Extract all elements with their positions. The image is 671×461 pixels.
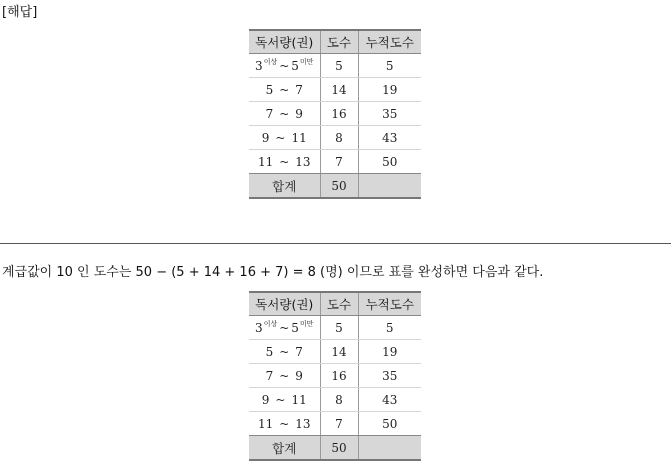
range-to-note: 미만 <box>299 319 314 328</box>
range-from: 11 <box>257 154 274 169</box>
range-to: 5 <box>291 58 299 73</box>
total-label: 합계 <box>249 174 320 199</box>
range-to: 11 <box>291 392 307 407</box>
total-frequency: 50 <box>320 174 358 199</box>
range-to: 13 <box>295 154 311 169</box>
range-to: 9 <box>295 368 303 383</box>
range-from-note: 이상 <box>263 319 278 328</box>
table-row <box>249 126 421 150</box>
range-from: 5 <box>265 82 274 97</box>
range-tilde: ~ <box>279 58 290 73</box>
class-interval-cell <box>249 388 320 412</box>
header-frequency: 도수 <box>320 292 358 316</box>
total-row <box>249 436 421 461</box>
range-from: 5 <box>265 344 274 359</box>
table-row <box>249 54 421 78</box>
range-to: 11 <box>291 130 307 145</box>
explanation-sentence: 계급값이 10 인 도수는 50 − (5 + 14 + 16 + 7) = 8 (명) 이므로 표를 완성하면 다음과 같다. <box>2 265 544 280</box>
cumulative-cell: 50 <box>358 150 421 174</box>
table-header-row <box>249 30 421 54</box>
range-tilde: ~ <box>279 82 290 97</box>
range-from: 9 <box>261 392 270 407</box>
class-interval-cell <box>249 412 320 436</box>
total-cumulative <box>358 436 421 461</box>
table-row <box>249 340 421 364</box>
cumulative-cell: 19 <box>358 340 421 364</box>
total-cumulative <box>358 174 421 199</box>
table-row <box>249 102 421 126</box>
table-row <box>249 364 421 388</box>
class-interval-cell <box>249 340 320 364</box>
header-reading-amount: 독서량(권) <box>249 292 320 316</box>
frequency-cell: 5 <box>320 316 358 340</box>
class-interval-cell <box>249 126 320 150</box>
cumulative-cell: 5 <box>358 316 421 340</box>
table-row <box>249 78 421 102</box>
cumulative-cell: 43 <box>358 388 421 412</box>
header-reading-amount: 독서량(권) <box>249 30 320 54</box>
cumulative-cell: 35 <box>358 102 421 126</box>
range-to: 13 <box>295 416 311 431</box>
range-to: 7 <box>295 82 303 97</box>
range-tilde: ~ <box>279 368 290 383</box>
range-tilde: ~ <box>279 320 290 335</box>
class-interval-cell <box>249 150 320 174</box>
class-interval-cell <box>249 78 320 102</box>
range-tilde: ~ <box>279 344 290 359</box>
frequency-cell: 16 <box>320 102 358 126</box>
range-to: 9 <box>295 106 303 121</box>
frequency-cell: 14 <box>320 340 358 364</box>
table-header-row <box>249 292 421 316</box>
header-cumulative-frequency: 누적도수 <box>358 292 421 316</box>
class-interval-cell <box>249 364 320 388</box>
table-row <box>249 150 421 174</box>
frequency-cell: 5 <box>320 54 358 78</box>
class-interval-cell <box>249 316 320 340</box>
range-from: 3 <box>255 320 263 335</box>
range-tilde: ~ <box>279 106 290 121</box>
range-from-note: 이상 <box>263 57 278 66</box>
range-tilde: ~ <box>279 416 290 431</box>
cumulative-cell: 5 <box>358 54 421 78</box>
table-row <box>249 316 421 340</box>
frequency-table-completed <box>249 291 421 461</box>
range-tilde: ~ <box>279 154 290 169</box>
range-from: 11 <box>257 416 274 431</box>
range-tilde: ~ <box>275 392 286 407</box>
frequency-cell: 8 <box>320 388 358 412</box>
frequency-cell: 7 <box>320 412 358 436</box>
range-from: 7 <box>265 368 274 383</box>
header-frequency: 도수 <box>320 30 358 54</box>
cumulative-cell: 43 <box>358 126 421 150</box>
frequency-cell: 7 <box>320 150 358 174</box>
table-row <box>249 412 421 436</box>
header-cumulative-frequency: 누적도수 <box>358 30 421 54</box>
answer-label: [해답] <box>2 5 38 20</box>
cumulative-cell: 35 <box>358 364 421 388</box>
cumulative-cell: 50 <box>358 412 421 436</box>
cumulative-cell: 19 <box>358 78 421 102</box>
range-to: 7 <box>295 344 303 359</box>
range-to-note: 미만 <box>299 57 314 66</box>
frequency-cell: 16 <box>320 364 358 388</box>
total-row <box>249 174 421 199</box>
frequency-table-answer <box>249 29 421 199</box>
section-divider <box>0 243 671 244</box>
class-interval-cell <box>249 54 320 78</box>
frequency-cell: 14 <box>320 78 358 102</box>
frequency-cell: 8 <box>320 126 358 150</box>
class-interval-cell <box>249 102 320 126</box>
table-row <box>249 388 421 412</box>
range-from: 7 <box>265 106 274 121</box>
range-from: 3 <box>255 58 263 73</box>
range-from: 9 <box>261 130 270 145</box>
total-label: 합계 <box>249 436 320 461</box>
total-frequency: 50 <box>320 436 358 461</box>
range-tilde: ~ <box>275 130 286 145</box>
range-to: 5 <box>291 320 299 335</box>
